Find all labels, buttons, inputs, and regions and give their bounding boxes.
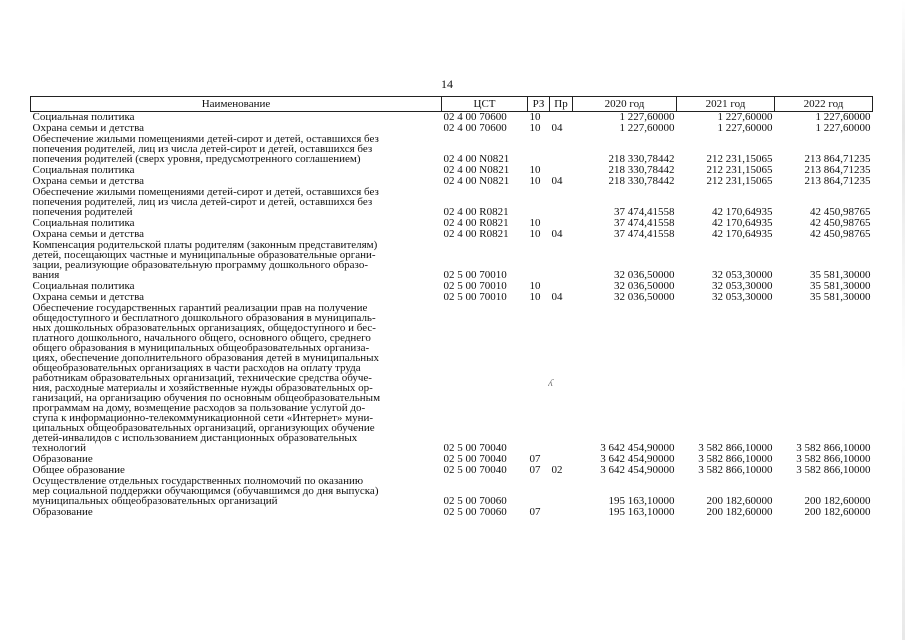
cell-name: Социальная политика [32, 281, 135, 292]
cell-name: Компенсация родительской платы родителям (законным представителям) детей, посещающих частные и муниципальные образовательные органи- зации, реализующие образовательную программу дошкольного образо- вания [32, 240, 378, 281]
cell-rz [528, 134, 550, 165]
cell-2020: 37 474,41558 [614, 206, 675, 218]
table-row [31, 240, 873, 281]
cell-pr [550, 112, 573, 124]
cell-rz: 10 [529, 292, 541, 303]
cell-2020: 195 163,10000 [608, 495, 675, 507]
cell-pr [550, 218, 573, 229]
cell-name: Социальная политика [32, 218, 135, 229]
cell-2021: 1 227,60000 [717, 123, 773, 134]
table-row [31, 134, 873, 165]
table-row [31, 476, 873, 507]
cell-2021: 32 053,30000 [712, 269, 773, 281]
cell-pr: 04 [551, 229, 563, 240]
table-row [31, 281, 873, 292]
cell-cst: 02 5 00 70010 [443, 292, 507, 303]
table-row [31, 176, 873, 187]
cell-name: Обеспечение жилыми помещениями детей-сирот и детей, оставшихся без попечения родителей, лиц из числа детей-сирот и детей, оставшихся без попечения родителей (сверх уровня, предусмотренного соглашением) [32, 134, 379, 165]
cell-rz: 10 [529, 218, 541, 229]
cell-2021: 3 582 866,10000 [698, 454, 773, 465]
cell-pr [550, 454, 573, 465]
cell-2020: 1 227,60000 [619, 123, 675, 134]
cell-rz [528, 476, 550, 507]
cell-name: Образование [32, 454, 93, 465]
cell-2021: 42 170,64935 [712, 206, 773, 218]
cell-rz: 07 [529, 454, 541, 465]
page-number: 14 [441, 77, 453, 91]
cell-rz: 10 [529, 111, 541, 123]
cell-rz: 10 [529, 123, 541, 134]
cell-cst: 02 5 00 70010 [443, 269, 507, 281]
table-row [31, 187, 873, 218]
cell-name: Обеспечение государственных гарантий реализации прав на получение общедоступного и бесплатного дошкольного образования в муниципаль- ных дошкольных образовательных организациях, общедоступного и бес- платного дошкольного, начального общего, основного общего, среднего общего образования в муниципальных общеобразовательных организа- циях, обеспечение дополнительного образования детей в муниципальных общеобразовательных организациях в части расходов на оплату труда работникам образовательных организаций, технические средства обуче- ния, расходные материалы и хозяйственные нужды образовательных ор- ганизаций, на организацию обучения по основным общеобразовательным программам на дому, возмещение расходов за пользование услугой до- ступа к информационно-телекоммуникационной сети «Интернет» муни- ципальных общеобразовательных организаций, организующих обучение детей-инвалидов с использованием дистанционных образовательных технологий [32, 303, 381, 454]
cell-2022: 42 450,98765 [810, 229, 871, 240]
cell-rz: 10 [529, 281, 541, 292]
cell-2020: 218 330,78442 [608, 153, 675, 165]
table-row [31, 165, 873, 176]
cell-2022: 200 182,60000 [804, 507, 871, 518]
header-rz: РЗ [528, 97, 550, 112]
cell-cst: 02 5 00 70010 [443, 281, 507, 292]
cell-name: Образование [32, 507, 93, 518]
cell-pr [550, 134, 573, 165]
cell-2022: 213 864,71235 [804, 176, 871, 187]
cell-rz [528, 240, 550, 281]
cell-2022: 1 227,60000 [815, 111, 871, 123]
cell-cst: 02 4 00 70600 [443, 111, 507, 123]
cell-2022: 3 582 866,10000 [796, 465, 871, 476]
cell-2020: 37 474,41558 [614, 229, 675, 240]
header-2021: 2021 год [677, 97, 775, 112]
cell-2020: 1 227,60000 [619, 111, 675, 123]
cell-2020: 32 036,50000 [614, 269, 675, 281]
cell-2021: 212 231,15065 [706, 165, 773, 176]
cell-name: Охрана семьи и детства [32, 123, 145, 134]
cell-name: Охрана семьи и детства [32, 229, 145, 240]
cell-2022: 3 582 866,10000 [796, 442, 871, 454]
cell-2021: 42 170,64935 [712, 218, 773, 229]
table-header-row [31, 97, 873, 112]
cell-rz: 07 [529, 465, 541, 476]
cell-cst: 02 4 00 R0821 [443, 218, 509, 229]
cell-2021: 212 231,15065 [706, 153, 773, 165]
header-cst: ЦСТ [442, 97, 528, 112]
cell-2022: 35 581,30000 [810, 281, 871, 292]
cell-pr [550, 187, 573, 218]
cell-2020: 195 163,10000 [608, 507, 675, 518]
header-2022: 2022 год [775, 97, 873, 112]
cell-2021: 3 582 866,10000 [698, 442, 773, 454]
cell-2020: 3 642 454,90000 [600, 465, 675, 476]
table-row [31, 465, 873, 476]
cell-name: Социальная политика [32, 165, 135, 176]
cell-rz [528, 303, 550, 454]
cell-rz: 10 [529, 165, 541, 176]
cell-pr [550, 507, 573, 518]
cell-pr: 04 [551, 123, 563, 134]
cell-rz: 07 [529, 507, 541, 518]
table-row [31, 454, 873, 465]
cell-2022: 42 450,98765 [810, 218, 871, 229]
cell-pr [550, 165, 573, 176]
table-body [31, 112, 873, 519]
cell-2020: 3 642 454,90000 [600, 442, 675, 454]
cell-cst: 02 4 00 70600 [443, 123, 507, 134]
cell-cst: 02 5 00 70060 [443, 495, 507, 507]
cell-cst: 02 5 00 70040 [443, 465, 507, 476]
cell-2022: 42 450,98765 [810, 206, 871, 218]
table-row [31, 229, 873, 240]
table-row [31, 303, 873, 454]
cell-2021: 200 182,60000 [706, 507, 773, 518]
cell-2020: 3 642 454,90000 [600, 454, 675, 465]
cell-cst: 02 4 00 N0821 [443, 176, 510, 187]
table-row [31, 507, 873, 518]
cell-2020: 218 330,78442 [608, 176, 675, 187]
cell-pr [550, 281, 573, 292]
cell-2022: 35 581,30000 [810, 292, 871, 303]
cell-2022: 213 864,71235 [804, 165, 871, 176]
cell-2020: 32 036,50000 [614, 281, 675, 292]
header-name: Наименование [31, 97, 442, 112]
cell-cst: 02 4 00 N0821 [443, 165, 510, 176]
table-row [31, 292, 873, 303]
cell-rz: 10 [529, 176, 541, 187]
cell-2022: 1 227,60000 [815, 123, 871, 134]
cell-cst: 02 4 00 R0821 [443, 229, 509, 240]
cell-2021: 32 053,30000 [712, 292, 773, 303]
table-row [31, 112, 873, 124]
cell-2021: 200 182,60000 [706, 495, 773, 507]
cell-cst: 02 5 00 70040 [443, 454, 507, 465]
table-row [31, 123, 873, 134]
cell-cst: 02 5 00 70060 [443, 507, 507, 518]
cell-2021: 212 231,15065 [706, 176, 773, 187]
cell-2021: 1 227,60000 [717, 111, 773, 123]
header-pr: Пр [550, 97, 573, 112]
cell-2022: 35 581,30000 [810, 269, 871, 281]
cell-name: Общее образование [32, 465, 125, 476]
cell-rz: 10 [529, 229, 541, 240]
cell-name: Социальная политика [32, 111, 135, 123]
cell-2021: 3 582 866,10000 [698, 465, 773, 476]
cell-2020: 37 474,41558 [614, 218, 675, 229]
cell-name: Осуществление отдельных государственных полномочий по оказанию мер социальной поддержки обучающимся (обучавшимся до дня выпуска) муниципальных общеобразовательных организаций [32, 476, 379, 507]
scan-artifact-mark: ʎ [548, 377, 553, 389]
cell-rz [528, 187, 550, 218]
cell-2022: 213 864,71235 [804, 153, 871, 165]
cell-2020: 218 330,78442 [608, 165, 675, 176]
cell-name: Охрана семьи и детства [32, 292, 145, 303]
header-2020: 2020 год [573, 97, 677, 112]
cell-name: Охрана семьи и детства [32, 176, 145, 187]
cell-cst: 02 4 00 R0821 [443, 206, 509, 218]
cell-2021: 42 170,64935 [712, 229, 773, 240]
cell-cst: 02 4 00 N0821 [443, 153, 510, 165]
cell-cst: 02 5 00 70040 [443, 442, 507, 454]
cell-2022: 3 582 866,10000 [796, 454, 871, 465]
cell-pr [550, 476, 573, 507]
cell-pr: 04 [551, 176, 563, 187]
cell-name: Обеспечение жилыми помещениями детей-сирот и детей, оставшихся без попечения родителей, лиц из числа детей-сирот и детей, оставшихся без попечения родителей [32, 187, 379, 218]
cell-pr: 04 [551, 292, 563, 303]
cell-2020: 32 036,50000 [614, 292, 675, 303]
cell-2021: 32 053,30000 [712, 281, 773, 292]
budget-table [30, 96, 873, 518]
cell-pr [550, 240, 573, 281]
cell-pr: 02 [551, 465, 563, 476]
cell-2022: 200 182,60000 [804, 495, 871, 507]
table-row [31, 218, 873, 229]
